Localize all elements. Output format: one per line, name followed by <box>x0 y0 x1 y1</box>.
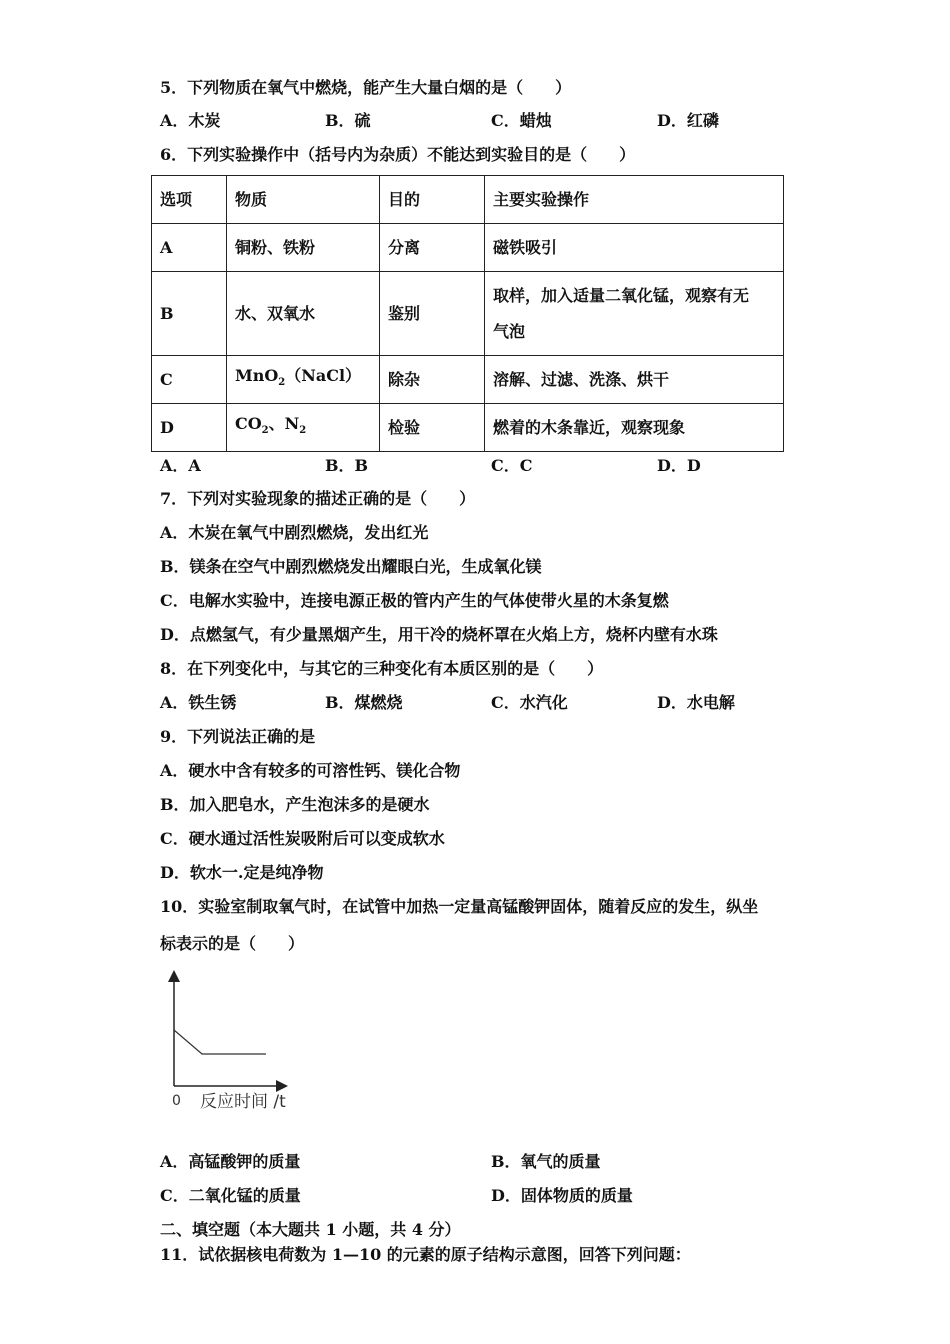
experiment-table <box>151 175 784 452</box>
q9-option-d: D．软水一.定是纯净物 <box>160 863 324 882</box>
row-a-operation: 磁铁吸引 <box>485 224 784 272</box>
header-option: 选项 <box>152 176 227 224</box>
row-a-substance: 铜粉、铁粉 <box>227 224 380 272</box>
graph-x-label: 反应时间 /t <box>200 1092 286 1112</box>
row-b-substance: 水、双氧水 <box>227 272 380 356</box>
row-d-substance <box>227 404 380 452</box>
q6-option-a: A．A <box>160 456 201 475</box>
row-b-purpose: 鉴别 <box>380 272 485 356</box>
q7-option-c: C．电解水实验中，连接电源正极的管内产生的气体使带火星的木条复燃 <box>160 591 669 610</box>
q6-option-b: B．B <box>325 456 369 475</box>
q8-option-b: B．煤燃烧 <box>325 693 403 712</box>
q7-option-d: D．点燃氢气，有少量黑烟产生，用干冷的烧杯罩在火焰上方，烧杯内壁有水珠 <box>160 625 718 644</box>
table-row <box>152 356 784 404</box>
row-d-purpose: 检验 <box>380 404 485 452</box>
row-c-formula-subscript: 2 <box>278 377 286 389</box>
row-d-formula-a: CO <box>235 413 262 433</box>
q10-stem-line2: 标表示的是（ ） <box>160 934 305 953</box>
row-d-formula-a-subscript: 2 <box>261 425 269 437</box>
q6-option-c: C．C <box>491 456 533 475</box>
q10-option-b: B．氧气的质量 <box>491 1152 601 1171</box>
q5-option-a: A．木炭 <box>160 111 221 130</box>
q6-stem: 6．下列实验操作中（括号内为杂质）不能达到实验目的是（ ） <box>160 145 636 164</box>
row-c-formula: MnO <box>235 365 279 385</box>
q9-option-b: B．加入肥皂水，产生泡沫多的是硬水 <box>160 795 430 814</box>
q10-option-d: D．固体物质的质量 <box>491 1186 633 1205</box>
q10-graph <box>160 966 300 1116</box>
q10-option-a: A．高锰酸钾的质量 <box>160 1152 301 1171</box>
row-a-option: A <box>152 224 227 272</box>
q7-option-b: B．镁条在空气中剧烈燃烧发出耀眼白光，生成氧化镁 <box>160 557 542 576</box>
q10-option-c: C．二氧化锰的质量 <box>160 1186 301 1205</box>
q9-stem: 9．下列说法正确的是 <box>160 727 316 746</box>
q8-option-a: A．铁生锈 <box>160 693 237 712</box>
row-c-purpose: 除杂 <box>380 356 485 404</box>
q5-option-d: D．红磷 <box>657 111 719 130</box>
table-row <box>152 404 784 452</box>
row-a-purpose: 分离 <box>380 224 485 272</box>
row-d-formula-b-subscript: 2 <box>299 425 307 437</box>
row-b-operation <box>485 272 784 356</box>
q5-option-b: B．硫 <box>325 111 371 130</box>
q6-option-d: D．D <box>657 456 701 475</box>
row-c-option: C <box>152 356 227 404</box>
row-b-operation-line2: 气泡 <box>493 321 526 341</box>
header-substance: 物质 <box>227 176 380 224</box>
header-purpose: 目的 <box>380 176 485 224</box>
q7-option-a: A．木炭在氧气中剧烈燃烧，发出红光 <box>160 523 429 542</box>
q10-stem-line1: 10．实验室制取氧气时，在试管中加热一定量高锰酸钾固体，随着反应的发生，纵坐 <box>160 897 759 916</box>
row-d-formula-b: 、N <box>268 413 300 433</box>
row-d-operation: 燃着的木条靠近，观察现象 <box>485 404 784 452</box>
section2-title: 二、填空题（本大题共 1 小题，共 4 分） <box>160 1220 461 1239</box>
q5-option-c: C．蜡烛 <box>491 111 552 130</box>
graph-origin-label: 0 <box>172 1093 181 1109</box>
q8-option-c: C．水汽化 <box>491 693 568 712</box>
row-b-option: B <box>152 272 227 356</box>
q5-stem: 5．下列物质在氧气中燃烧，能产生大量白烟的是（ ） <box>160 78 572 97</box>
graph-curve <box>174 1030 266 1054</box>
q8-stem: 8．在下列变化中，与其它的三种变化有本质区别的是（ ） <box>160 659 604 678</box>
table-header-row <box>152 176 784 224</box>
q9-option-c: C．硬水通过活性炭吸附后可以变成软水 <box>160 829 445 848</box>
row-d-option: D <box>152 404 227 452</box>
table-row <box>152 272 784 356</box>
row-c-substance <box>227 356 380 404</box>
row-c-impurity: （NaCl） <box>285 365 362 385</box>
q11-stem: 11．试依据核电荷数为 1—10 的元素的原子结构示意图，回答下列问题： <box>160 1245 691 1264</box>
table-row <box>152 224 784 272</box>
row-c-operation: 溶解、过滤、洗涤、烘干 <box>485 356 784 404</box>
q8-option-d: D．水电解 <box>657 693 735 712</box>
q7-stem: 7．下列对实验现象的描述正确的是（ ） <box>160 489 476 508</box>
header-operation: 主要实验操作 <box>485 176 784 224</box>
q9-option-a: A．硬水中含有较多的可溶性钙、镁化合物 <box>160 761 461 780</box>
row-b-operation-line1: 取样，加入适量二氧化锰，观察有无 <box>493 285 750 305</box>
